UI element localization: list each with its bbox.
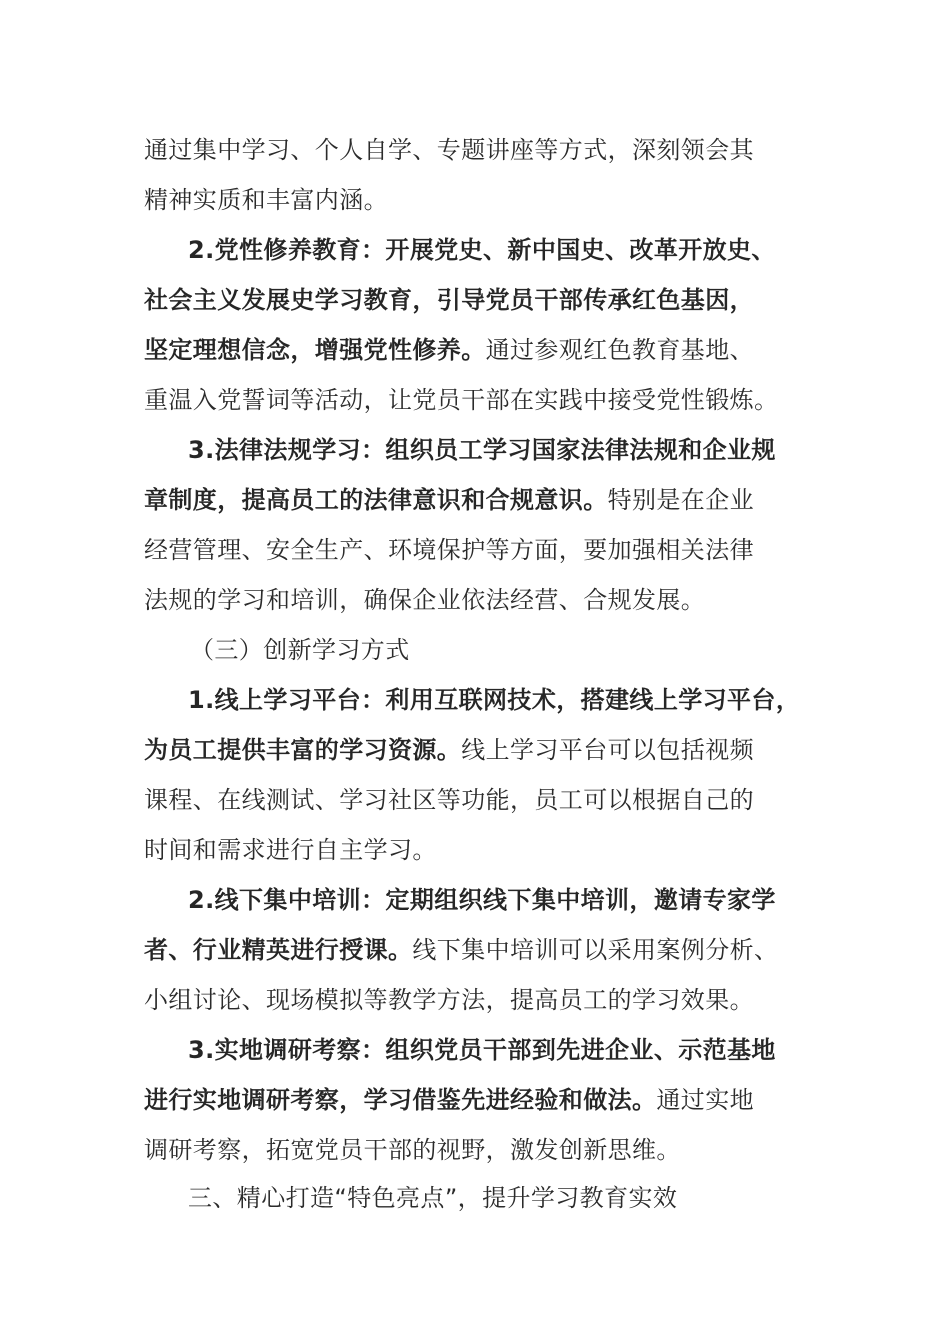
paragraph-line: 精神实质和丰富内涵。 xyxy=(144,186,388,214)
item-heading-line: 社会主义发展史学习教育，引导党员干部传承红色基因， xyxy=(144,286,754,314)
item-heading-line: 1.线上学习平台：利用互联网技术，搭建线上学习平台， xyxy=(188,686,801,714)
section-subheading: （三）创新学习方式 xyxy=(190,636,410,664)
paragraph-line: 坚定理想信念，增强党性修养。通过参观红色教育基地、 xyxy=(144,336,755,364)
section-heading: 三、精心打造“特色亮点”，提升学习教育实效 xyxy=(188,1184,678,1212)
paragraph-line: 重温入党誓词等活动，让党员干部在实践中接受党性锻炼。 xyxy=(144,386,779,414)
paragraph-line: 小组讨论、现场模拟等教学方法，提高员工的学习效果。 xyxy=(144,986,754,1014)
paragraph-line: 者、行业精英进行授课。线下集中培训可以采用案例分析、 xyxy=(144,936,779,964)
paragraph-line: 调研考察，拓宽党员干部的视野，激发创新思维。 xyxy=(144,1136,681,1164)
paragraph-line: 进行实地调研考察，学习借鉴先进经验和做法。通过实地 xyxy=(144,1086,755,1114)
paragraph-line: 章制度，提高员工的法律意识和合规意识。特别是在企业 xyxy=(144,486,755,514)
item-heading-line: 3.法律法规学习：组织员工学习国家法律法规和企业规 xyxy=(188,436,776,464)
paragraph-line: 时间和需求进行自主学习。 xyxy=(144,836,437,864)
paragraph-line: 法规的学习和培训，确保企业依法经营、合规发展。 xyxy=(144,586,706,614)
paragraph-line: 通过集中学习、个人自学、专题讲座等方式，深刻领会其 xyxy=(144,136,754,164)
paragraph-line: 为员工提供丰富的学习资源。线上学习平台可以包括视频 xyxy=(144,736,755,764)
paragraph-line: 经营管理、安全生产、环境保护等方面，要加强相关法律 xyxy=(144,536,754,564)
item-heading-line: 3.实地调研考察：组织党员干部到先进企业、示范基地 xyxy=(188,1036,776,1064)
item-heading-line: 2.线下集中培训：定期组织线下集中培训，邀请专家学 xyxy=(188,886,776,914)
paragraph-line: 课程、在线测试、学习社区等功能，员工可以根据自己的 xyxy=(144,786,754,814)
item-heading-line: 2.党性修养教育：开展党史、新中国史、改革开放史、 xyxy=(188,236,776,264)
